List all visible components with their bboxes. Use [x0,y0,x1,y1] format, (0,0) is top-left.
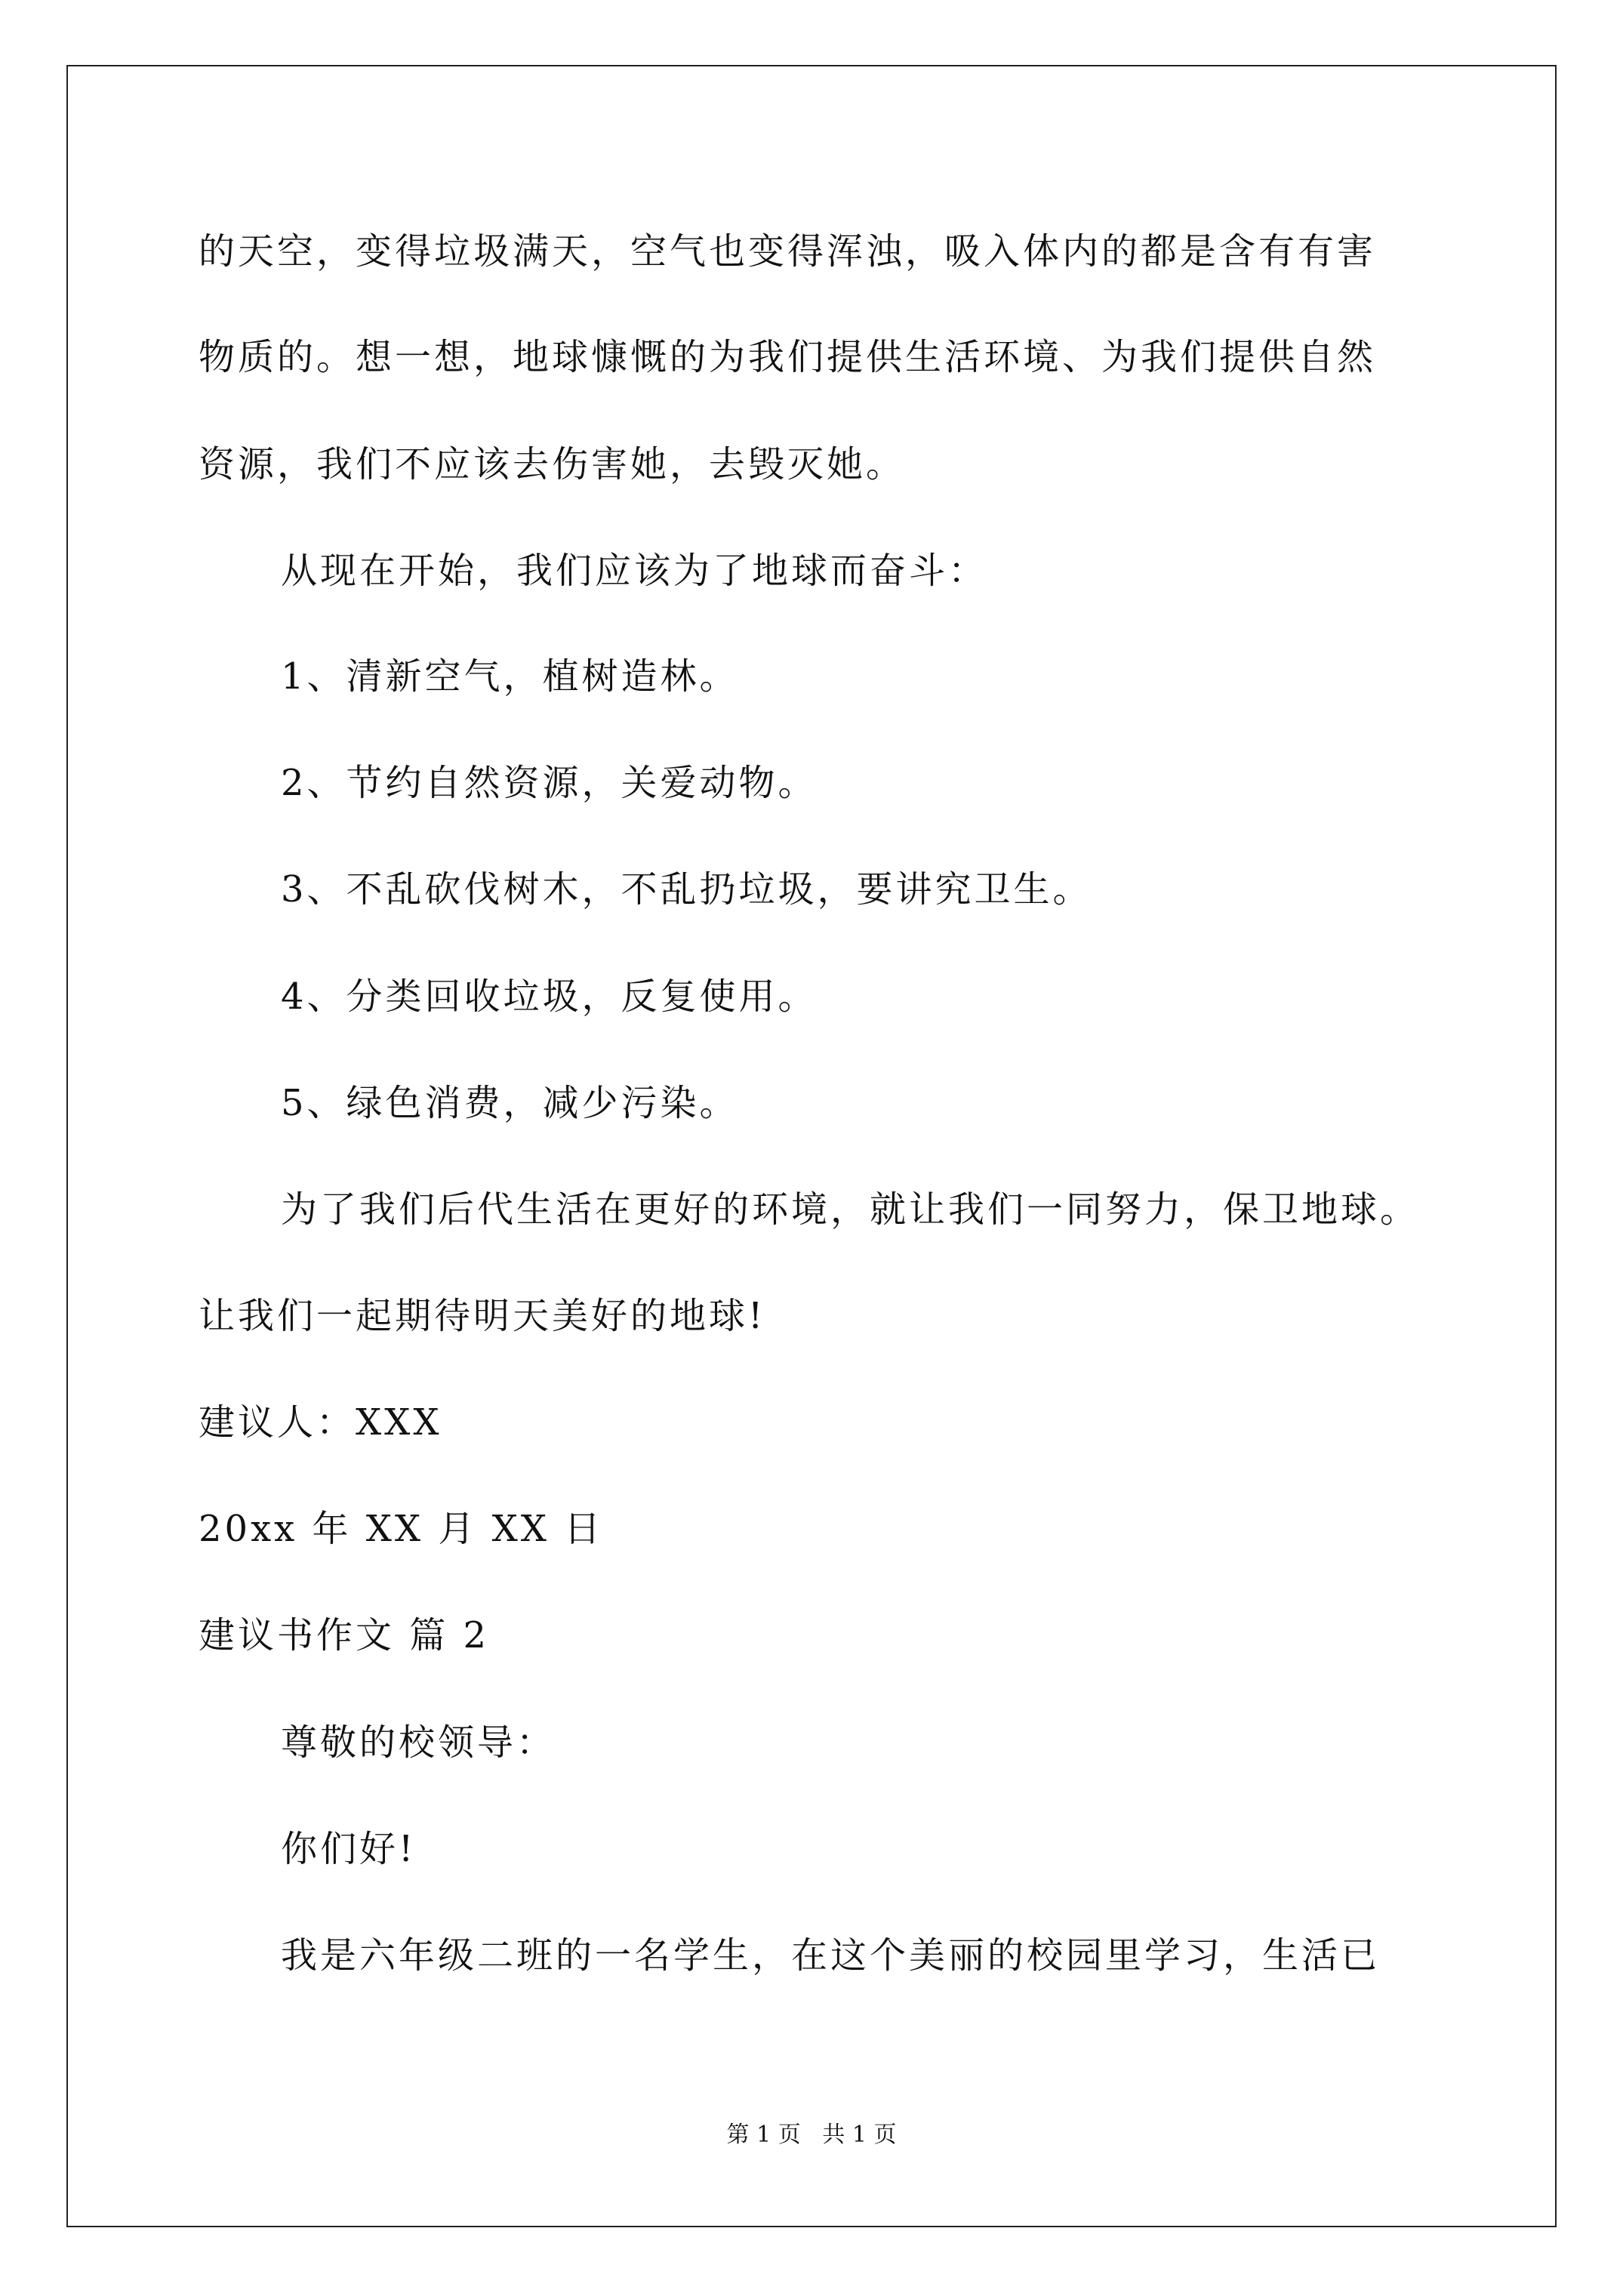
list-item-4: 4、分类回收垃圾，反复使用。 [281,975,818,1018]
section-heading: 建议书作文 篇 2 [199,1614,490,1657]
body-line-4: 从现在开始，我们应该为了地球而奋斗： [281,550,988,592]
signature-date: 20xx 年 XX 月 XX 日 [199,1508,604,1550]
body-line-10: 为了我们后代生活在更好的环境，就让我们一同努力，保卫地球。 [281,1188,1420,1231]
page-border [66,65,1557,2227]
salutation: 尊敬的校领导： [281,1721,556,1764]
page-footer: 第 1 页 共 1 页 [726,2122,897,2148]
list-item-2: 2、节约自然资源，关爱动物。 [281,762,818,804]
list-item-5: 5、绿色消费，减少污染。 [281,1082,739,1124]
body-line-17: 我是六年级二班的一名学生，在这个美丽的校园里学习，生活已 [281,1934,1381,1977]
body-line-1: 的天空，变得垃圾满天，空气也变得浑浊，吸入体内的都是含有有害 [199,230,1377,273]
body-line-2: 物质的。想一想，地球慷慨的为我们提供生活环境、为我们提供自然 [199,336,1377,378]
list-item-1: 1、清新空气，植树造林。 [281,655,739,698]
body-line-3: 资源，我们不应该去伤害她，去毁灭她。 [199,443,906,485]
list-item-3: 3、不乱砍伐树木，不乱扔垃圾，要讲究卫生。 [281,868,1092,911]
greeting: 你们好! [281,1828,417,1870]
signature-proposer: 建议人：XXX [199,1401,442,1444]
body-line-11: 让我们一起期待明天美好的地球! [199,1295,766,1337]
